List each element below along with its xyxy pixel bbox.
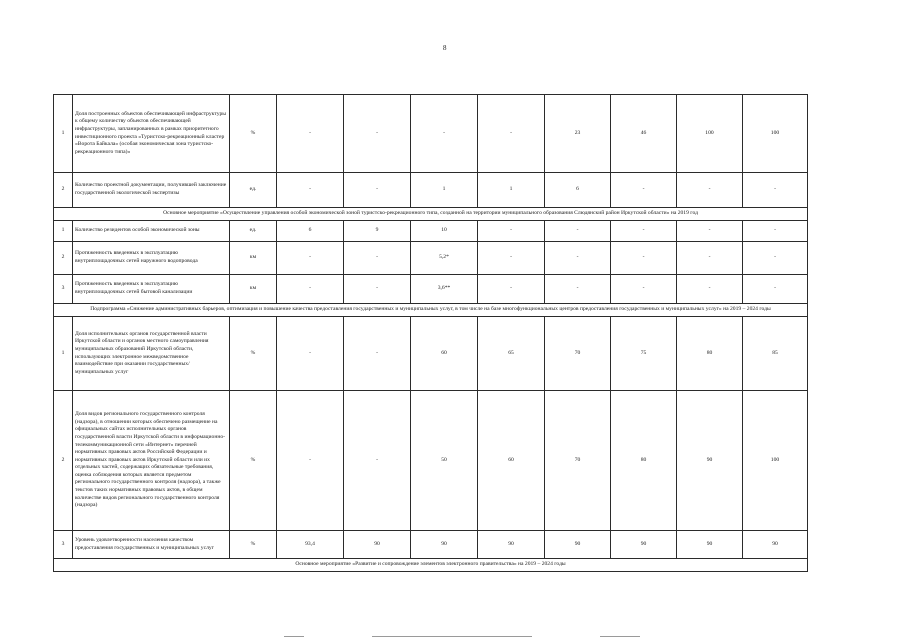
table-row — [54, 221, 808, 242]
value-cell: - — [478, 242, 545, 275]
value-cell: - — [344, 173, 411, 208]
value-cell: 100 — [743, 391, 808, 531]
value-cell: - — [277, 173, 344, 208]
value-cell: 6 — [545, 173, 611, 208]
indicator-name: Уровень удовлетворенности населения качеством предоставления государственных и муниципальных услуг — [73, 531, 230, 559]
table-row — [54, 391, 808, 531]
value-cell: - — [743, 221, 808, 242]
table-row — [54, 317, 808, 391]
value-cell: 75 — [611, 317, 677, 391]
value-cell: 10 — [411, 221, 478, 242]
value-cell: 60 — [411, 317, 478, 391]
value-cell: - — [677, 242, 743, 275]
value-cell: - — [677, 221, 743, 242]
value-cell: 60 — [478, 391, 545, 531]
value-cell: - — [545, 242, 611, 275]
value-cell: - — [545, 221, 611, 242]
table-row — [54, 275, 808, 304]
value-cell: - — [677, 173, 743, 208]
value-cell: - — [411, 95, 478, 173]
value-cell: 50 — [411, 391, 478, 531]
section-row — [54, 304, 808, 317]
section-heading: Основное мероприятие «Развитие и сопровождение элементов электронного правительства» на 2019 – 2024 годы — [54, 559, 808, 572]
value-cell: 80 — [611, 391, 677, 531]
value-cell: - — [545, 275, 611, 304]
value-cell: - — [344, 275, 411, 304]
value-cell: 6 — [277, 221, 344, 242]
row-number: 3 — [54, 275, 73, 304]
scan-artifact — [600, 636, 640, 637]
value-cell: - — [277, 317, 344, 391]
value-cell: - — [478, 275, 545, 304]
scan-artifact — [284, 636, 304, 637]
scan-artifact — [372, 636, 532, 637]
value-cell: 23 — [545, 95, 611, 173]
indicator-name: Количество резидентов особой экономической зоны — [73, 221, 230, 242]
value-cell: 90 — [344, 531, 411, 559]
value-cell: 70 — [545, 317, 611, 391]
unit-cell: % — [230, 317, 277, 391]
value-cell: 90 — [677, 531, 743, 559]
unit-cell: км — [230, 275, 277, 304]
row-number: 2 — [54, 242, 73, 275]
value-cell: - — [277, 391, 344, 531]
value-cell: - — [344, 317, 411, 391]
indicator-name: Доля исполнительных органов государственной власти Иркутской области и органов местного самоуправления муниципальных образований Иркутской области, использующих электронное межведомственное взаимодействие при оказании государственных/муниципальных услуг — [73, 317, 230, 391]
value-cell: - — [743, 242, 808, 275]
indicator-name: Количество проектной документации, получившей заключение государственной экологической экспертизы — [73, 173, 230, 208]
indicator-name: Доля видов регионального государственного контроля (надзора), в отношении которых обеспечено размещение на официальных сайтах исполнительных органов государственной власти Иркутской области в информационно-телекоммуникационной сети «Интернет» перечней нормативных правовых актов Российской Федерации и нормативных правовых актов Иркутской области или их отдельных частей, содержащих обязательные требования, оценка соблюдения которых является предметом регионального государственного контроля (надзора), а также текстов таких нормативных правовых актов, в общем количестве видов регионального государственного контроля (надзора) — [73, 391, 230, 531]
value-cell: 1 — [478, 173, 545, 208]
value-cell: - — [743, 275, 808, 304]
row-number: 1 — [54, 221, 73, 242]
indicator-name: Протяженность введенных в эксплуатацию внутриплощадочных сетей наружного водопровода — [73, 242, 230, 275]
value-cell: - — [344, 95, 411, 173]
value-cell: - — [611, 242, 677, 275]
row-number: 2 — [54, 173, 73, 208]
value-cell: 85 — [743, 317, 808, 391]
value-cell: 9 — [344, 221, 411, 242]
value-cell: - — [344, 391, 411, 531]
indicator-name: Доля построенных объектов обеспечивающей инфраструктуры к общему количеству объектов обеспечивающей инфраструктуры, запланированных в рамках приоритетного инвестиционного проекта «Туристско-рекреационный кластер «Ворота Байкала» (особая экономическая зона туристско-рекреационного типа)» — [73, 95, 230, 173]
value-cell: 80 — [677, 317, 743, 391]
value-cell: 90 — [545, 531, 611, 559]
section-row — [54, 559, 808, 572]
value-cell: - — [478, 95, 545, 173]
unit-cell: % — [230, 95, 277, 173]
value-cell: 3,6** — [411, 275, 478, 304]
value-cell: 90 — [743, 531, 808, 559]
value-cell: 90 — [677, 391, 743, 531]
row-number: 1 — [54, 95, 73, 173]
row-number: 1 — [54, 317, 73, 391]
page-number: 8 — [443, 44, 447, 52]
value-cell: - — [277, 242, 344, 275]
value-cell: 100 — [677, 95, 743, 173]
table-row — [54, 173, 808, 208]
value-cell: 65 — [478, 317, 545, 391]
value-cell: 100 — [743, 95, 808, 173]
value-cell: 90 — [411, 531, 478, 559]
value-cell: 93,4 — [277, 531, 344, 559]
unit-cell: км — [230, 242, 277, 275]
value-cell: - — [611, 275, 677, 304]
value-cell: 70 — [545, 391, 611, 531]
value-cell: 90 — [478, 531, 545, 559]
unit-cell: ед. — [230, 221, 277, 242]
value-cell: - — [611, 173, 677, 208]
value-cell: - — [478, 221, 545, 242]
indicator-name: Протяженность введенных в эксплуатацию внутриплощадочных сетей бытовой канализации — [73, 275, 230, 304]
section-heading: Подпрограмма «Снижение административных барьеров, оптимизация и повышение качества предоставления государственных и муниципальных услуг, в том числе на базе многофункциональных центров предоставления государственных и муниципальных услуг» на 2019 – 2024 годы — [54, 304, 808, 317]
table-row — [54, 95, 808, 173]
section-row — [54, 208, 808, 221]
value-cell: - — [277, 275, 344, 304]
value-cell: 90 — [611, 531, 677, 559]
value-cell: 46 — [611, 95, 677, 173]
value-cell: - — [344, 242, 411, 275]
row-number: 2 — [54, 391, 73, 531]
indicators-table — [53, 94, 808, 572]
value-cell: - — [611, 221, 677, 242]
value-cell: - — [677, 275, 743, 304]
value-cell: 1 — [411, 173, 478, 208]
row-number: 3 — [54, 531, 73, 559]
table-row — [54, 242, 808, 275]
value-cell: - — [743, 173, 808, 208]
unit-cell: % — [230, 391, 277, 531]
table-row — [54, 531, 808, 559]
value-cell: - — [277, 95, 344, 173]
unit-cell: % — [230, 531, 277, 559]
section-heading: Основное мероприятие «Осуществление управления особой экономической зоной туристско-рекреационного типа, созданной на территории муниципального образования Слюдянский район Иркутской области» на 2019 год — [54, 208, 808, 221]
unit-cell: ед. — [230, 173, 277, 208]
value-cell: 5,2* — [411, 242, 478, 275]
